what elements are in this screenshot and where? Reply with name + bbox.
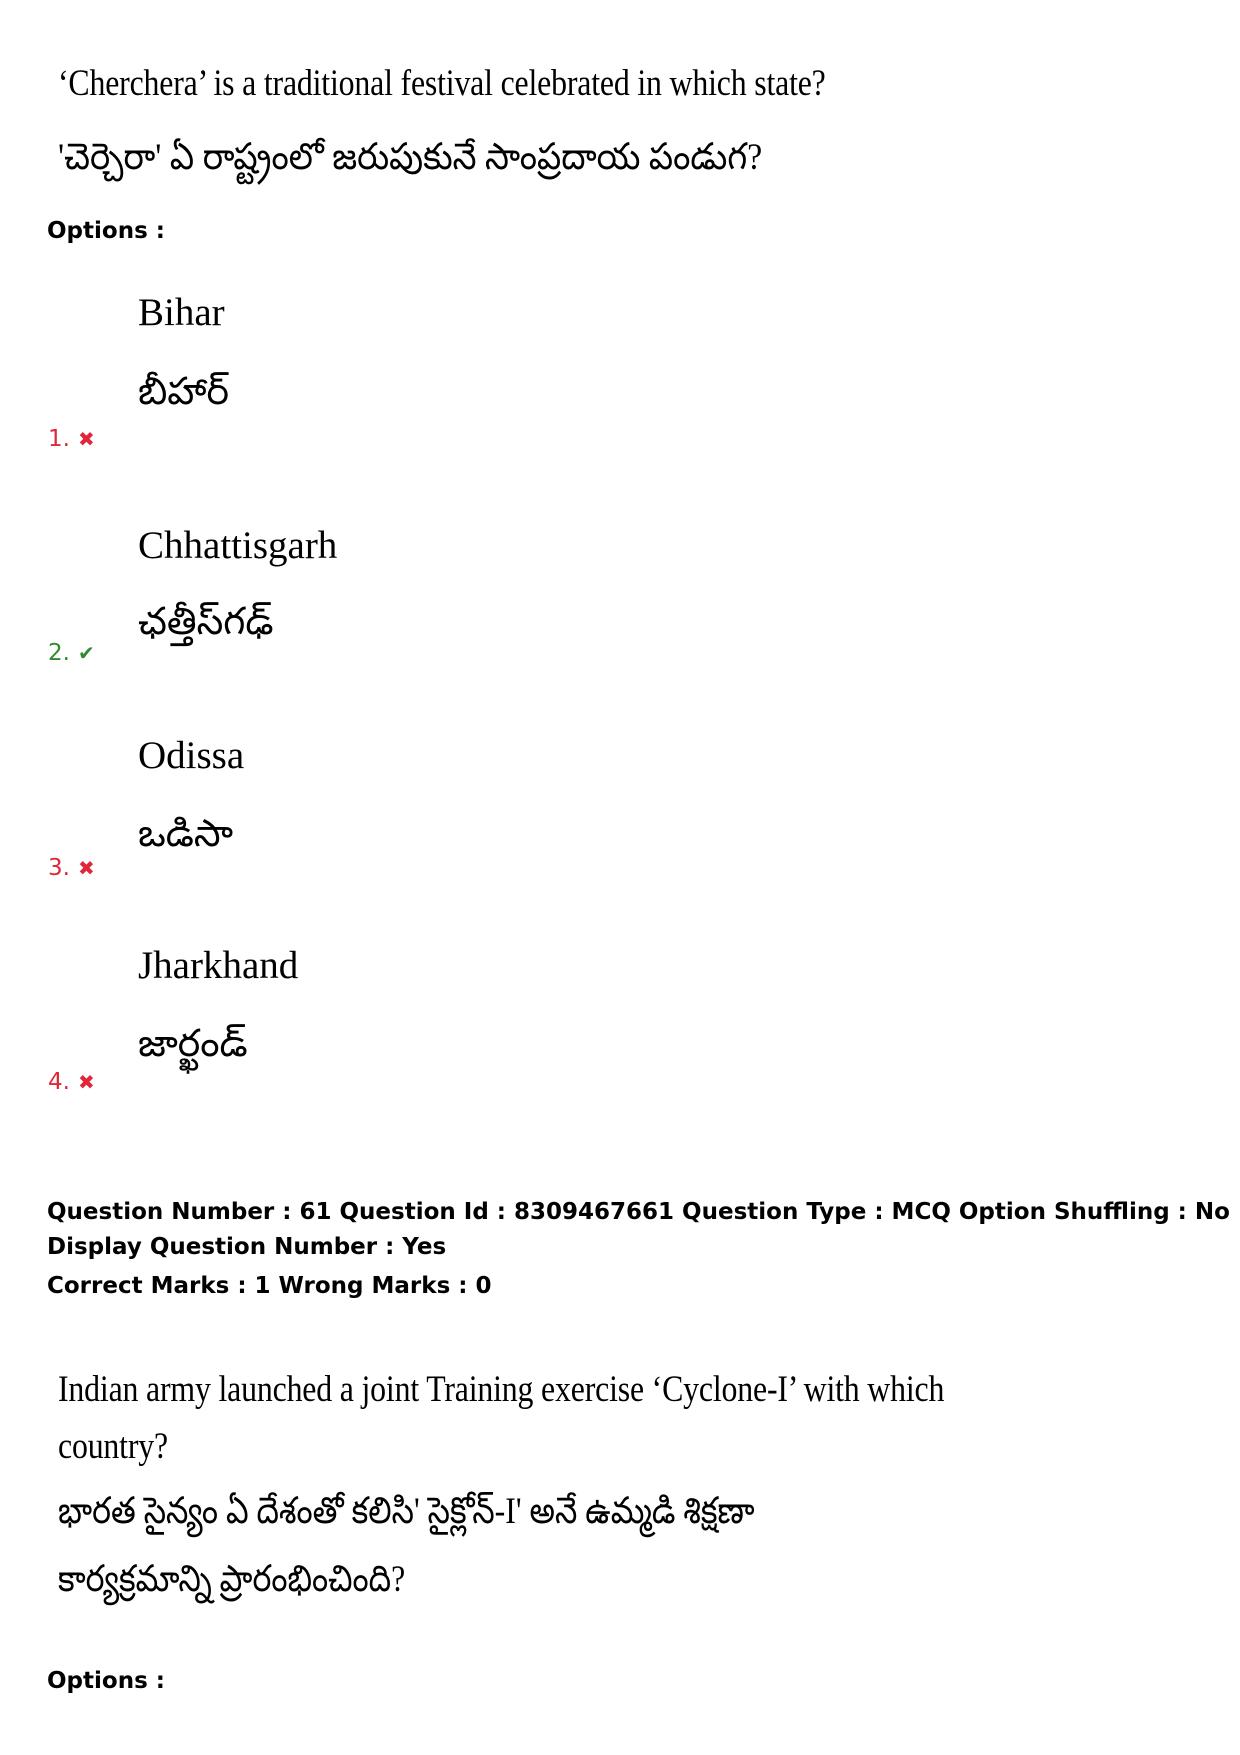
question2-text-te-line2: కార్యక్రమాన్ని ప్రారంభించింది? — [58, 1559, 406, 1600]
option-1-marker — [48, 426, 95, 452]
question2-text-en-line1: Indian army launched a joint Training exercise ‘Cyclone-I’ with which — [58, 1369, 945, 1410]
question-text-en: ‘Cherchera’ is a traditional festival celebrated in which state? — [58, 63, 826, 104]
options-label-2: Options : — [47, 1668, 165, 1694]
question-meta-line2: Display Question Number : Yes — [47, 1234, 447, 1260]
cross-icon: ✖ — [77, 1070, 95, 1094]
check-icon: ✔ — [77, 641, 95, 665]
options-label: Options : — [47, 218, 165, 244]
question-meta — [47, 1195, 1230, 1304]
option-4-text-en: Jharkhand — [138, 944, 299, 987]
option-2-number: 2. — [48, 640, 70, 666]
cross-icon: ✖ — [77, 427, 95, 451]
question-text-te: 'చెర్చెరా' ఏ రాష్ట్రంలో జరుపుకునే సాంప్రదాయ పండుగ? — [58, 137, 763, 178]
option-2-text-te: ఛత్తీస్‌గఢ్ — [138, 601, 274, 643]
option-4-marker — [48, 1069, 95, 1095]
question-meta-line1: Question Number : 61 Question Id : 8309467661 Question Type : MCQ Option Shuffling : No — [47, 1199, 1230, 1225]
question2-text-en-line2: country? — [58, 1426, 168, 1467]
option-1-text-en: Bihar — [138, 291, 225, 334]
option-3-text-te: ఒడిసా — [138, 813, 234, 855]
option-1-text-te: బీహార్ — [138, 371, 230, 413]
question-meta-line3: Correct Marks : 1 Wrong Marks : 0 — [47, 1273, 492, 1299]
option-2-marker — [48, 640, 95, 666]
option-2-text-en: Chhattisgarh — [138, 524, 338, 567]
option-3-text-en: Odissa — [138, 734, 245, 777]
option-1-number: 1. — [48, 426, 70, 452]
question2-text-te-line1: భారత సైన్యం ఏ దేశంతో కలిసి' సైక్లోన్-I' అనే ఉమ్మడి శిక్షణా — [58, 1491, 755, 1532]
option-4-number: 4. — [48, 1069, 70, 1095]
cross-icon: ✖ — [77, 856, 95, 880]
option-3-marker — [48, 855, 95, 881]
option-3-number: 3. — [48, 855, 70, 881]
option-4-text-te: జార్ఖండ్ — [138, 1023, 248, 1065]
